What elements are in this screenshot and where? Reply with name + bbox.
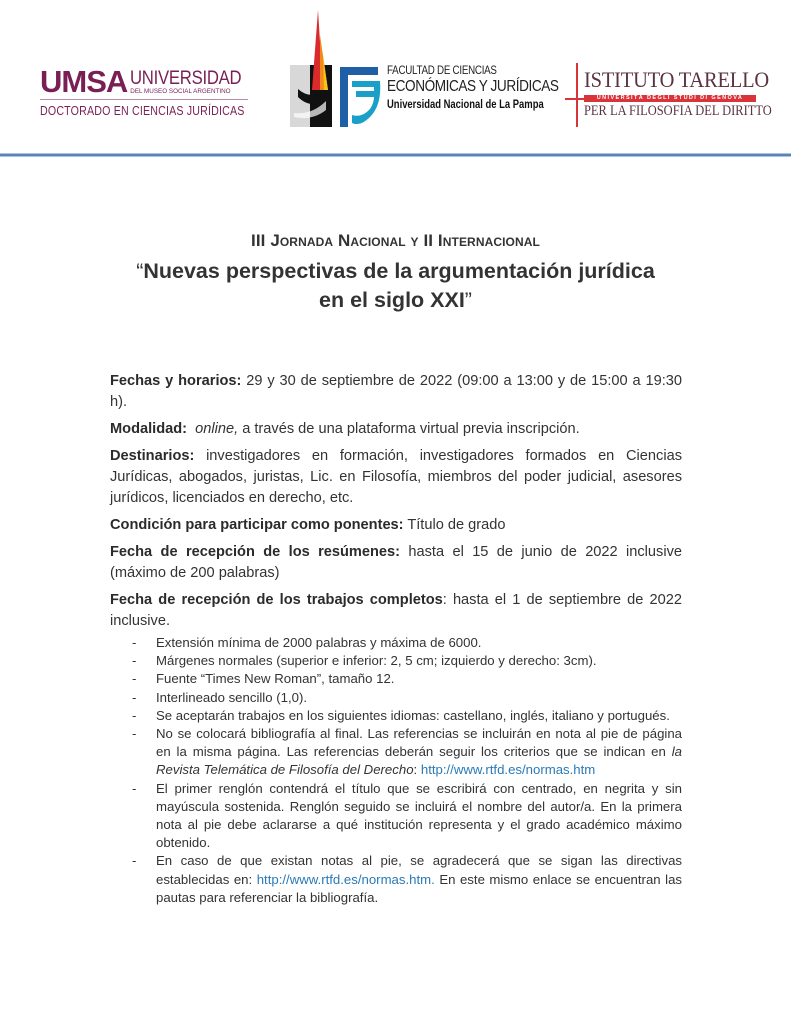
list-item-text: El primer renglón contendrá el título que se escribirá con centrado, en negrita y sin mayúscula sostenida. Renglón seguido se incluirá el nombre del autor/a. En la primera nota al pie debe aclararse a qué institución representa y el grado académico máximo obtenido. (156, 780, 682, 851)
tarello-logo (565, 63, 772, 133)
tarello-subtitle: PER LA FILOSOFIA DEL DIRITTO (584, 103, 772, 119)
list-item-text: : (413, 762, 421, 778)
list-item-text: No se colocará bibliografía al final. Las referencias se incluirán en nota al pie de página en la misma página. Las referencias deberán seguir los criterios que se indican en (156, 726, 682, 760)
detail-text: hasta el 15 de junio de 2022 inclusive (máximo de 200 palabras) (110, 544, 682, 581)
event-details (110, 371, 682, 907)
detail-text: investigadores en formación, investigadores formados en Ciencias Jurídicas, abogados, juristas, Lic. en Filosofía, miembros del poder judicial, asesores jurídicos, licenciados en derecho, etc. (110, 448, 682, 506)
dash-bullet-icon: - (132, 671, 137, 687)
list-item-text: Se aceptarán trabajos en los siguientes idiomas: castellano, inglés, italiano y portugués. (156, 707, 670, 723)
title-line-2: en el siglo XXI (319, 288, 465, 312)
fcej-logo (290, 5, 559, 135)
rtfd-norms-link[interactable]: http://www.rtfd.es/normas.htm (420, 762, 596, 778)
journal-name: la Revista Telemática de Filosofía del Derecho (156, 744, 682, 778)
title-line-1: Nuevas perspectivas de la argumentación jurídica (143, 259, 655, 283)
detail-label: Fecha de recepción de los trabajos completos (110, 592, 443, 608)
list-item (110, 689, 682, 707)
umsa-program: DOCTORADO EN CIENCIAS JURÍDICAS (40, 103, 245, 118)
event-title (100, 257, 691, 315)
umsa-abbr: UMSA (40, 64, 128, 99)
list-item (110, 670, 682, 688)
dash-bullet-icon: - (132, 653, 137, 669)
event-kicker: III Jornada Nacional y II Internacional (251, 231, 540, 250)
requirements-list (110, 634, 682, 907)
dash-bullet-icon: - (132, 707, 137, 723)
list-item (110, 652, 682, 670)
fcej-emblem-icon (290, 5, 385, 135)
list-item-text: En este mismo enlace se encuentran las pautas para referenciar la bibliografía. (156, 871, 682, 905)
fcej-line3: Universidad Nacional de La Pampa (387, 99, 544, 111)
list-item-text: Extensión mínima de 2000 palabras y máxima de 6000. (156, 635, 482, 650)
list-item (110, 707, 682, 725)
detail-text: a través de una plataforma virtual previa inscripción. (238, 421, 580, 437)
dash-bullet-icon: - (132, 726, 137, 742)
detail-audience (110, 446, 682, 509)
list-item-text: Interlineado sencillo (1,0). (156, 689, 308, 705)
umsa-logo (40, 64, 255, 118)
list-item (110, 725, 682, 780)
list-item-text: Fuente “Times New Roman”, tamaño 12. (156, 671, 395, 687)
header-divider (0, 153, 791, 157)
tarello-band: UNIVERSITÀ DEGLI STUDI DI GENOVA (584, 95, 756, 102)
detail-modality (110, 419, 682, 440)
detail-label: Fechas y horarios: (110, 373, 242, 389)
umsa-name: UNIVERSIDAD (130, 68, 242, 89)
fcej-line2: ECONÓMICAS Y JURÍDICAS (387, 78, 559, 95)
detail-dates (110, 371, 682, 413)
fcej-line1: FACULTAD DE CIENCIAS (387, 65, 497, 77)
detail-text: : hasta el 1 de septiembre de 2022 inclusive. (110, 592, 682, 629)
list-item (110, 780, 682, 853)
close-quote: ” (464, 288, 472, 312)
list-item-text: Márgenes normales (superior e inferior: 2, 5 cm; izquierdo y derecho: 3cm). (156, 653, 597, 669)
detail-italic: online, (195, 421, 239, 437)
tarello-title: ISTITUTO TARELLO (584, 67, 770, 92)
detail-text: 29 y 30 de septiembre de 2022 (09:00 a 13:00 y de 15:00 a 19:30 h). (110, 373, 682, 410)
dash-bullet-icon: - (132, 635, 137, 650)
dash-bullet-icon: - (132, 689, 137, 705)
rtfd-norms-link[interactable]: http://www.rtfd.es/normas.htm. (256, 871, 435, 887)
tarello-cross-vertical (576, 63, 578, 127)
list-item (110, 852, 682, 907)
detail-abstract-deadline (110, 542, 682, 584)
detail-text: Título de grado (403, 517, 506, 533)
detail-label: Modalidad: (110, 421, 188, 437)
dash-bullet-icon: - (132, 853, 137, 869)
list-item (110, 634, 682, 652)
detail-condition (110, 515, 682, 536)
detail-paper-deadline (110, 590, 682, 632)
open-quote: “ (136, 259, 144, 283)
umsa-subtitle: DEL MUSEO SOCIAL ARGENTINO (130, 88, 231, 95)
list-item-text: En caso de que existan notas al pie, se agradecerá que se sigan las directivas establecidas en: (156, 853, 682, 887)
dash-bullet-icon: - (132, 780, 137, 796)
detail-label: Fecha de recepción de los resúmenes: (110, 544, 401, 560)
detail-label: Condición para participar como ponentes: (110, 517, 404, 533)
umsa-divider (40, 99, 248, 100)
detail-label: Destinarios: (110, 448, 195, 464)
